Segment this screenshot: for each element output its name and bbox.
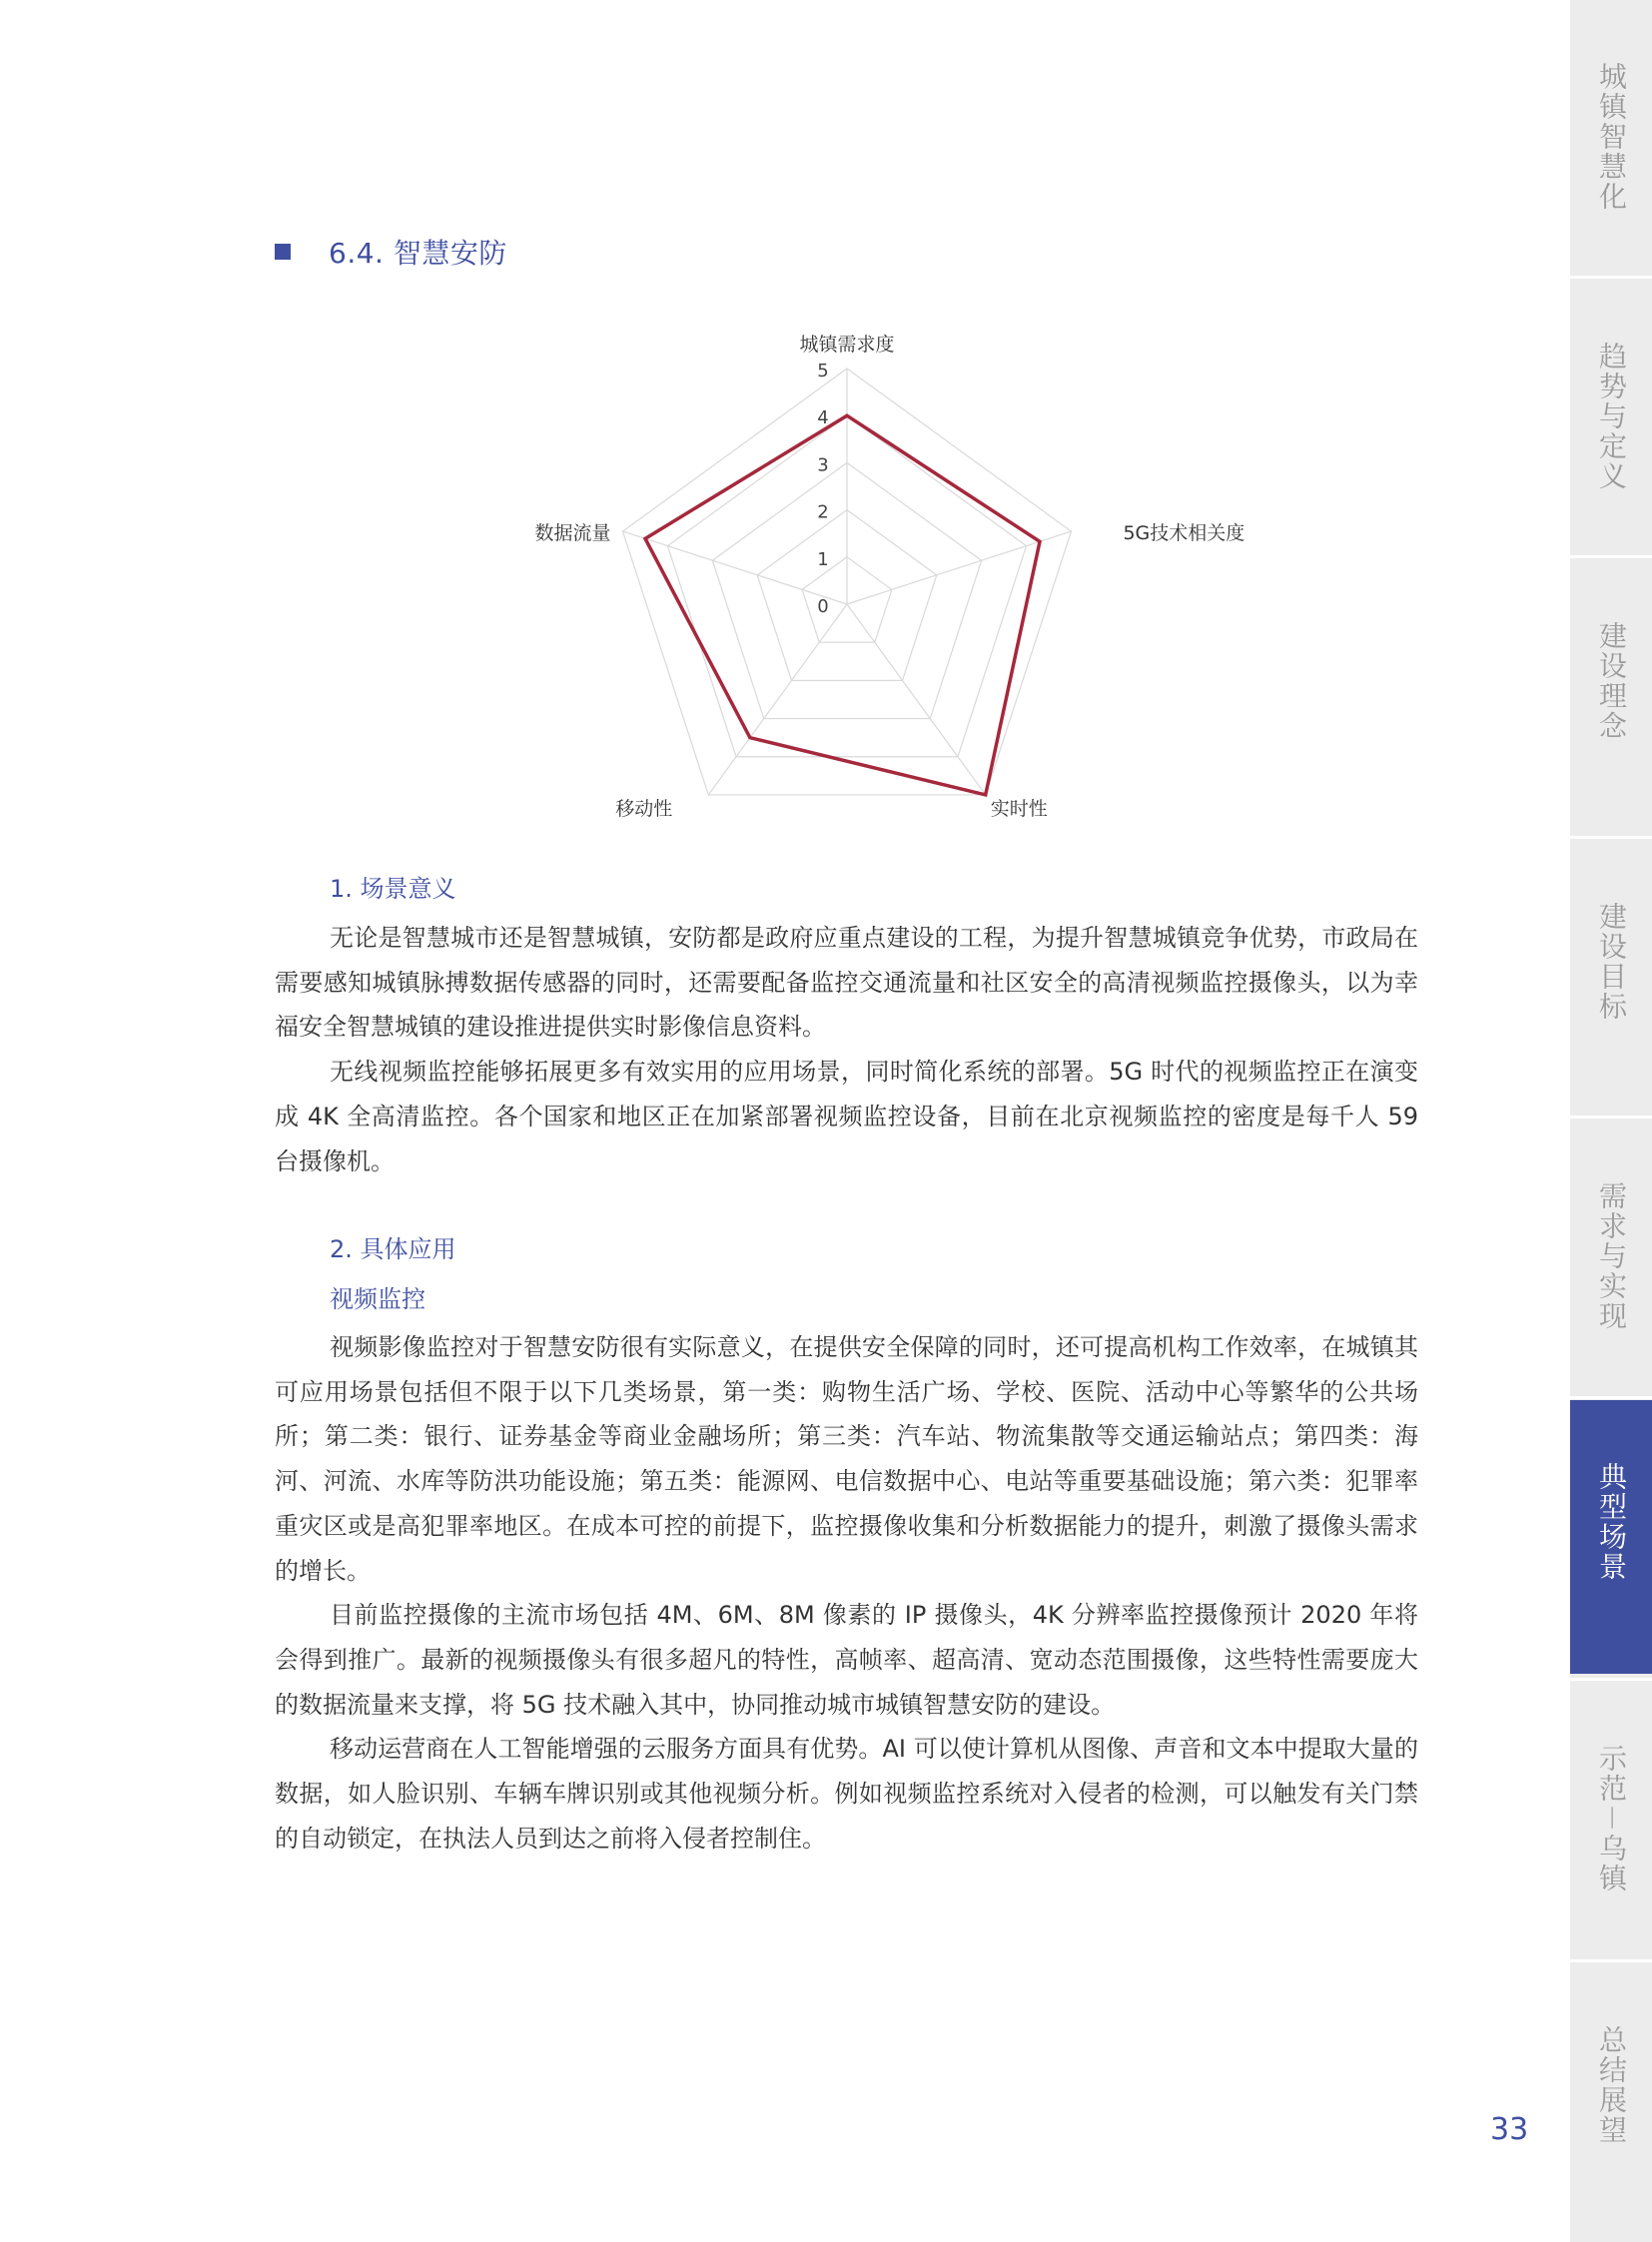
tab-divider (1570, 1678, 1652, 1681)
tab-label: 城镇智慧化 (1595, 62, 1628, 212)
scale-tick-label: 3 (817, 454, 829, 476)
scene-paragraph-1: 无论是智慧城市还是智慧城镇，安防都是政府应重点建设的工程，为提升智慧城镇竞争优势，市政局在需要感知城镇脉搏数据传感器的同时，还需要配备监控交通流量和社区安全的高清视频监控摄像头，以为幸福安全智慧城镇的建设推进提供实时影像信息资料。 (275, 924, 1418, 1042)
tab-divider (1570, 1116, 1652, 1119)
tab-divider (1570, 1959, 1652, 1962)
tab-goal[interactable] (1570, 840, 1652, 1114)
scale-tick-label: 0 (817, 596, 829, 617)
axis-label: 数据流量 (534, 522, 611, 545)
scale-tick-label: 5 (817, 361, 829, 381)
tab-scenarios[interactable] (1570, 1400, 1652, 1674)
tab-label: 建设理念 (1595, 621, 1628, 741)
tab-divider (1570, 555, 1652, 558)
application-subheading: 视频监控 (330, 1285, 425, 1313)
axis-spoke (847, 531, 1071, 604)
application-paragraph-3: 移动运营商在人工智能增强的云服务方面具有优势。AI 可以使计算机从图像、声音和文本中提取大量的数据，如人脸识别、车辆车牌识别或其他视频分析。例如视频监控系统对入侵者的检测，可以触发有关门禁的自动锁定，在执法人员到达之前将入侵者控制住。 (275, 1735, 1418, 1853)
scale-tick-label: 2 (817, 501, 829, 523)
tab-trend[interactable] (1570, 280, 1652, 553)
tab-label: 示范－乌镇 (1595, 1744, 1628, 1894)
tab-concept[interactable] (1570, 559, 1652, 833)
data-point (643, 537, 646, 540)
chapter-tab-bar (1570, 0, 1652, 2242)
scene-paragraph-2: 无线视频监控能够拓展更多有效实用的应用场景，同时简化系统的部署。5G 时代的视频监控正在演变成 4K 全高清监控。各个国家和地区正在加紧部署视频监控设备，目前在北京视频监控的密度是每千人 59 台摄像机。 (275, 1058, 1418, 1175)
radar-chart (499, 305, 1245, 820)
tab-divider (1570, 836, 1652, 839)
axis-spoke (623, 531, 847, 604)
section-title: 6.4. 智慧安防 (329, 237, 507, 270)
tab-label: 总结展望 (1595, 2025, 1628, 2145)
application-body (275, 1325, 1418, 1861)
page-number: 33 (1490, 2112, 1529, 2147)
scene-heading: 1. 场景意义 (330, 875, 456, 903)
tab-label: 需求与实现 (1595, 1181, 1628, 1331)
data-point (984, 793, 987, 796)
application-heading: 2. 具体应用 (330, 1235, 456, 1263)
data-point (846, 414, 849, 417)
tab-demo-wuzhen[interactable] (1570, 1682, 1652, 1955)
data-point (1039, 540, 1042, 543)
axis-label: 5G技术相关度 (1123, 522, 1245, 545)
scale-tick-label: 4 (817, 407, 829, 429)
tab-divider (1570, 276, 1652, 279)
tab-label: 典型场景 (1595, 1462, 1628, 1582)
tab-label: 建设目标 (1595, 902, 1628, 1022)
application-paragraph-2: 目前监控摄像的主流市场包括 4M、6M、8M 像素的 IP 摄像头，4K 分辨率监控摄像预计 2020 年将会得到推广。最新的视频摄像头有很多超凡的特性，高帧率、超高清、宽动态范围摄像，这些特性需要庞大的数据流量来支撑，将 5G 技术融入其中，协同推动城市城镇智慧安防的建设。 (275, 1601, 1418, 1719)
tab-divider (1570, 1396, 1652, 1399)
square-bullet-icon (275, 244, 291, 260)
axis-label: 移动性 (615, 797, 673, 820)
tab-summary[interactable] (1570, 1963, 1652, 2237)
section-heading (275, 232, 507, 272)
tab-demand[interactable] (1570, 1120, 1652, 1393)
axis-label: 城镇需求度 (799, 334, 895, 356)
axis-label: 实时性 (990, 797, 1048, 820)
data-point (748, 736, 751, 739)
scene-body (275, 916, 1418, 1183)
tab-city-smart[interactable] (1570, 0, 1652, 274)
tab-label: 趋势与定义 (1595, 342, 1628, 491)
scale-tick-label: 1 (817, 548, 829, 570)
application-paragraph-1: 视频影像监控对于智慧安防很有实际意义，在提供安全保障的同时，还可提高机构工作效率，在城镇其可应用场景包括但不限于以下几类场景，第一类：购物生活广场、学校、医院、活动中心等繁华的公共场所；第二类：银行、证券基金等商业金融场所；第三类：汽车站、物流集散等交通运输站点；第四类：海河、河流、水库等防洪功能设施；第五类：能源网、电信数据中心、电站等重要基础设施；第六类：犯罪率重灾区或是高犯罪率地区。在成本可控的前提下，监控摄像收集和分析数据能力的提升，刺激了摄像头需求的增长。 (275, 1333, 1418, 1585)
